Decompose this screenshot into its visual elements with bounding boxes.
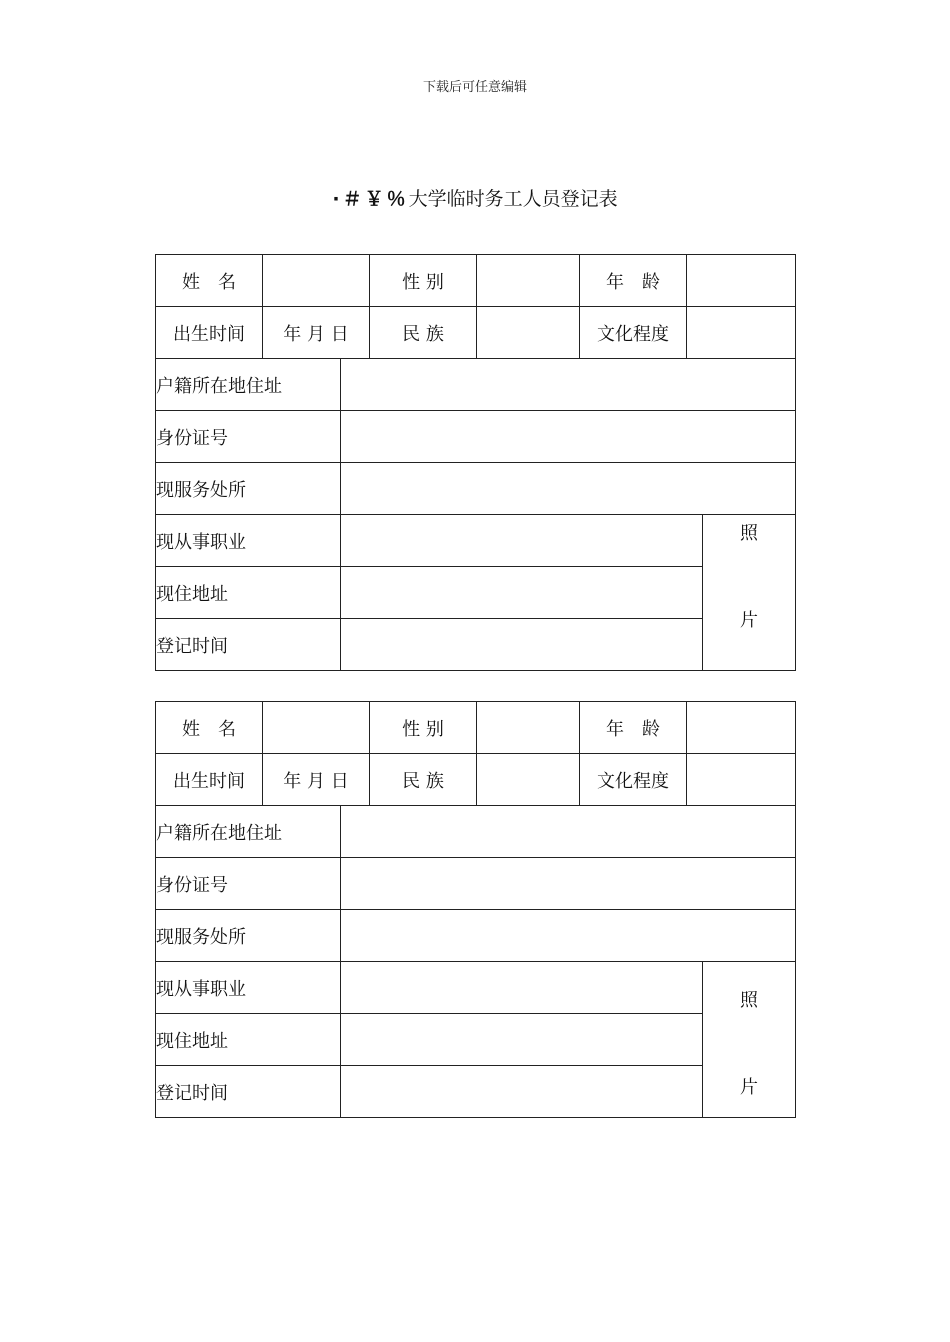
photo-label-char-2: 片 <box>740 1077 758 1098</box>
birth-label: 出生时间 <box>156 307 263 359</box>
gender-label: 性 别 <box>370 255 477 307</box>
workplace-label: 现服务处所 <box>156 910 341 962</box>
photo-box[interactable] <box>703 962 796 1118</box>
hukou-label: 户籍所在地住址 <box>156 359 341 411</box>
id-number-label: 身份证号 <box>156 411 341 463</box>
name-label: 姓 名 <box>156 702 263 754</box>
photo-label-char-2: 片 <box>740 610 758 631</box>
current-address-label: 现住地址 <box>156 567 341 619</box>
hukou-field[interactable] <box>341 806 796 858</box>
photo-box[interactable] <box>703 515 796 671</box>
workplace-label: 现服务处所 <box>156 463 341 515</box>
ethnicity-field[interactable] <box>477 307 580 359</box>
hukou-label: 户籍所在地住址 <box>156 806 341 858</box>
id-number-field[interactable] <box>341 411 796 463</box>
gender-field[interactable] <box>477 255 580 307</box>
register-time-label: 登记时间 <box>156 1066 341 1118</box>
occupation-label: 现从事职业 <box>156 515 341 567</box>
gender-field[interactable] <box>477 702 580 754</box>
education-label: 文化程度 <box>580 307 687 359</box>
current-address-label: 现住地址 <box>156 1014 341 1066</box>
birth-field[interactable]: 年 月 日 <box>263 307 370 359</box>
id-number-label: 身份证号 <box>156 858 341 910</box>
header-note: 下载后可任意编辑 <box>422 80 527 95</box>
occupation-field[interactable] <box>341 515 703 567</box>
photo-label-char-1: 照 <box>740 990 758 1011</box>
occupation-label: 现从事职业 <box>156 962 341 1014</box>
registration-form-2 <box>155 701 796 1118</box>
gender-label: 性 别 <box>370 702 477 754</box>
register-time-field[interactable] <box>341 1066 703 1118</box>
education-field[interactable] <box>687 307 796 359</box>
name-field[interactable] <box>263 255 370 307</box>
current-address-field[interactable] <box>341 1014 703 1066</box>
ethnicity-label: 民 族 <box>370 754 477 806</box>
age-label: 年 龄 <box>580 702 687 754</box>
ethnicity-label: 民 族 <box>370 307 477 359</box>
title-text: 大学临时务工人员登记表 <box>408 188 618 210</box>
current-address-field[interactable] <box>341 567 703 619</box>
id-number-field[interactable] <box>341 858 796 910</box>
register-time-label: 登记时间 <box>156 619 341 671</box>
age-label: 年 龄 <box>580 255 687 307</box>
age-field[interactable] <box>687 255 796 307</box>
title-symbols: ·＃￥％ <box>332 188 409 210</box>
registration-form-1 <box>155 254 796 671</box>
photo-label-char-1: 照 <box>740 523 758 544</box>
hukou-field[interactable] <box>341 359 796 411</box>
name-label: 姓 名 <box>156 255 263 307</box>
page-title <box>0 184 950 211</box>
age-field[interactable] <box>687 702 796 754</box>
ethnicity-field[interactable] <box>477 754 580 806</box>
birth-label: 出生时间 <box>156 754 263 806</box>
education-field[interactable] <box>687 754 796 806</box>
birth-field[interactable]: 年 月 日 <box>263 754 370 806</box>
occupation-field[interactable] <box>341 962 703 1014</box>
workplace-field[interactable] <box>341 910 796 962</box>
workplace-field[interactable] <box>341 463 796 515</box>
name-field[interactable] <box>263 702 370 754</box>
register-time-field[interactable] <box>341 619 703 671</box>
education-label: 文化程度 <box>580 754 687 806</box>
